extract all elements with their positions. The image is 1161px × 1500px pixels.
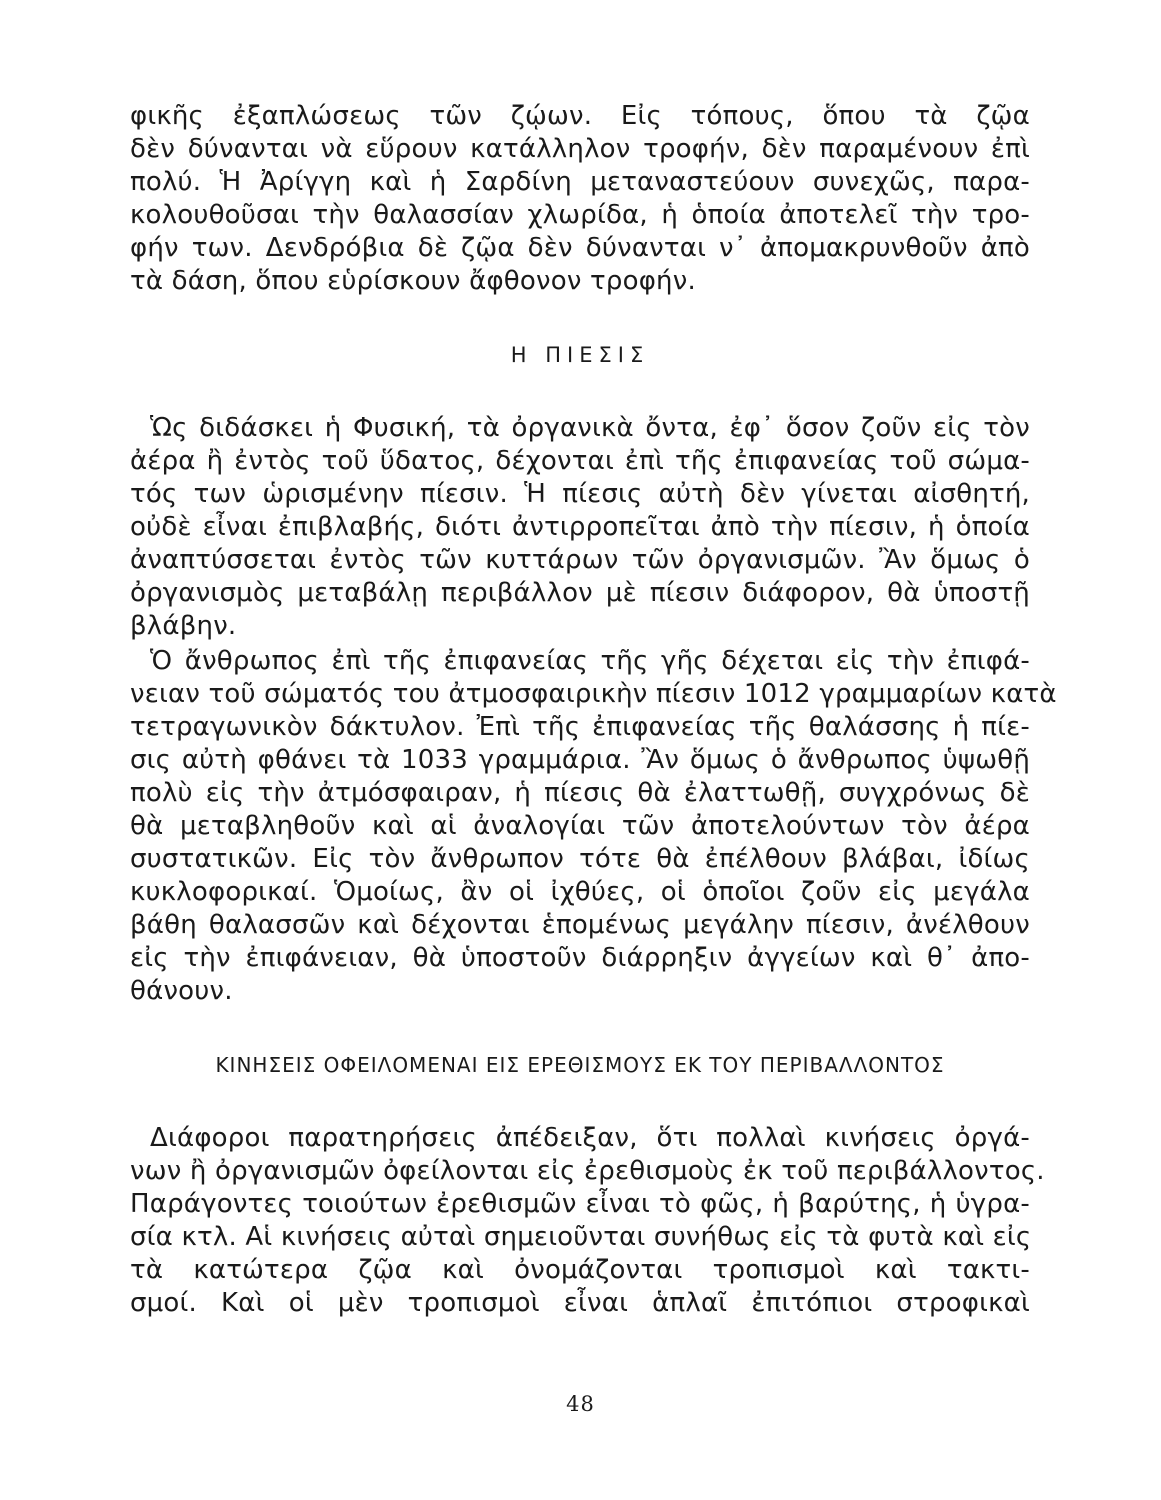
text-line: τός των ὡρισμένην πίεσιν. Ἡ πίεσις αὐτὴ δὲν γίνεται αἰσθητή, bbox=[130, 479, 1030, 509]
text-line: βλάβην. bbox=[130, 611, 237, 641]
text-line: Ὁ ἄνθρωπος ἐπὶ τῆς ἐπιφανείας τῆς γῆς δέχεται εἰς τὴν ἐπιφά- bbox=[150, 646, 1030, 676]
text-line: Παράγοντες τοιούτων ἐρεθισμῶν εἶναι τὸ φῶς, ἡ βαρύτης, ἡ ὑγρα- bbox=[130, 1189, 1030, 1219]
text-line: νων ἢ ὀργανισμῶν ὀφείλονται εἰς ἐρεθισμοὺς ἐκ τοῦ περιβάλλοντος. bbox=[130, 1156, 1045, 1186]
text-line: κυκλοφορικαί. Ὁμοίως, ἂν οἱ ἰχθύες, οἱ ὁποῖοι ζοῦν εἰς μεγάλα bbox=[130, 877, 1030, 907]
text-line: ἀέρα ἢ ἐντὸς τοῦ ὕδατος, δέχονται ἐπὶ τῆς ἐπιφανείας τοῦ σώμα- bbox=[130, 446, 1030, 476]
text-line: πολὺ εἰς τὴν ἀτμόσφαιραν, ἡ πίεσις θὰ ἐλαττωθῇ, συγχρόνως δὲ bbox=[130, 778, 1030, 808]
section-heading-movements: ΚΙΝΗΣΕΙΣ ΟΦΕΙΛΟΜΕΝΑΙ ΕΙΣ ΕΡΕΘΙΣΜΟΥΣ ΕΚ ΤΟΥ ΠΕΡΙΒΑΛΛΟΝΤΟΣ bbox=[215, 1053, 945, 1077]
text-line: τὰ δάση, ὅπου εὑρίσκουν ἄφθονον τροφήν. bbox=[130, 266, 696, 296]
text-line: οὐδὲ εἶναι ἐπιβλαβής, διότι ἀντιρροπεῖται ἀπὸ τὴν πίεσιν, ἡ ὁποία bbox=[130, 512, 1030, 542]
intro-paragraph bbox=[130, 100, 1030, 298]
text-line: Διάφοροι παρατηρήσεις ἀπέδειξαν, ὅτι πολλαὶ κινήσεις ὀργά- bbox=[150, 1123, 1030, 1153]
text-line: συστατικῶν. Εἰς τὸν ἄνθρωπον τότε θὰ ἐπέλθουν βλάβαι, ἰδίως bbox=[130, 844, 1030, 874]
text-line: σμοί. Καὶ οἱ μὲν τροπισμοὶ εἶναι ἁπλαῖ ἐπιτόπιοι στροφικαὶ bbox=[130, 1288, 1030, 1318]
text-line: τὰ κατώτερα ζῷα καὶ ὀνομάζονται τροπισμοὶ καὶ τακτι- bbox=[130, 1255, 1030, 1285]
text-line: τετραγωνικὸν δάκτυλον. Ἐπὶ τῆς ἐπιφανείας τῆς θαλάσσης ἡ πίε- bbox=[130, 712, 1030, 742]
text-line: κολουθοῦσαι τὴν θαλασσίαν χλωρίδα, ἡ ὁποία ἀποτελεῖ τὴν τρο- bbox=[130, 200, 1030, 230]
text-line: ἀναπτύσσεται ἐντὸς τῶν κυττάρων τῶν ὀργανισμῶν. Ἂν ὅμως ὁ bbox=[130, 545, 1030, 575]
page-body bbox=[130, 100, 1057, 1320]
text-line: φικῆς ἐξαπλώσεως τῶν ζῴων. Εἰς τόπους, ὅπου τὰ ζῷα bbox=[130, 101, 1030, 131]
pressure-paragraph-1 bbox=[130, 412, 1030, 643]
text-line: θάνουν. bbox=[130, 976, 233, 1006]
text-line: πολύ. Ἡ Ἀρίγγη καὶ ἡ Σαρδίνη μεταναστεύουν συνεχῶς, παρα- bbox=[130, 167, 1030, 197]
text-line: σία κτλ. Αἱ κινήσεις αὐταὶ σημειοῦνται συνήθως εἰς τὰ φυτὰ καὶ εἰς bbox=[130, 1222, 1032, 1252]
text-line: δὲν δύνανται νὰ εὕρουν κατάλληλον τροφήν, δὲν παραμένουν ἐπὶ bbox=[130, 134, 1030, 164]
section-heading-pressure: Η ΠΙΕΣΙΣ bbox=[510, 343, 650, 367]
pressure-paragraph-2 bbox=[130, 645, 1057, 1008]
movements-paragraph-1 bbox=[130, 1122, 1045, 1320]
text-line: εἰς τὴν ἐπιφάνειαν, θὰ ὑποστοῦν διάρρηξιν ἀγγείων καὶ θ᾿ ἀπο- bbox=[130, 943, 1030, 973]
text-line: νειαν τοῦ σώματός του ἀτμοσφαιρικὴν πίεσιν 1012 γραμμαρίων κατὰ bbox=[130, 679, 1057, 709]
page-number: 48 bbox=[566, 1392, 595, 1416]
text-line: ὀργανισμὸς μεταβάλῃ περιβάλλον μὲ πίεσιν διάφορον, θὰ ὑποστῇ bbox=[130, 578, 1030, 608]
text-line: Ὡς διδάσκει ἡ Φυσική, τὰ ὀργανικὰ ὄντα, ἐφ᾿ ὅσον ζοῦν εἰς τὸν bbox=[150, 413, 1030, 443]
text-line: θὰ μεταβληθοῦν καὶ αἱ ἀναλογίαι τῶν ἀποτελούντων τὸν ἀέρα bbox=[130, 811, 1030, 841]
text-line: φήν των. Δενδρόβια δὲ ζῷα δὲν δύνανται ν᾿ ἀπομακρυνθοῦν ἀπὸ bbox=[130, 233, 1030, 263]
text-line: βάθη θαλασσῶν καὶ δέχονται ἑπομένως μεγάλην πίεσιν, ἀνέλθουν bbox=[130, 910, 1030, 940]
text-line: σις αὐτὴ φθάνει τὰ 1033 γραμμάρια. Ἂν ὅμως ὁ ἄνθρωπος ὑψωθῇ bbox=[130, 745, 1030, 775]
